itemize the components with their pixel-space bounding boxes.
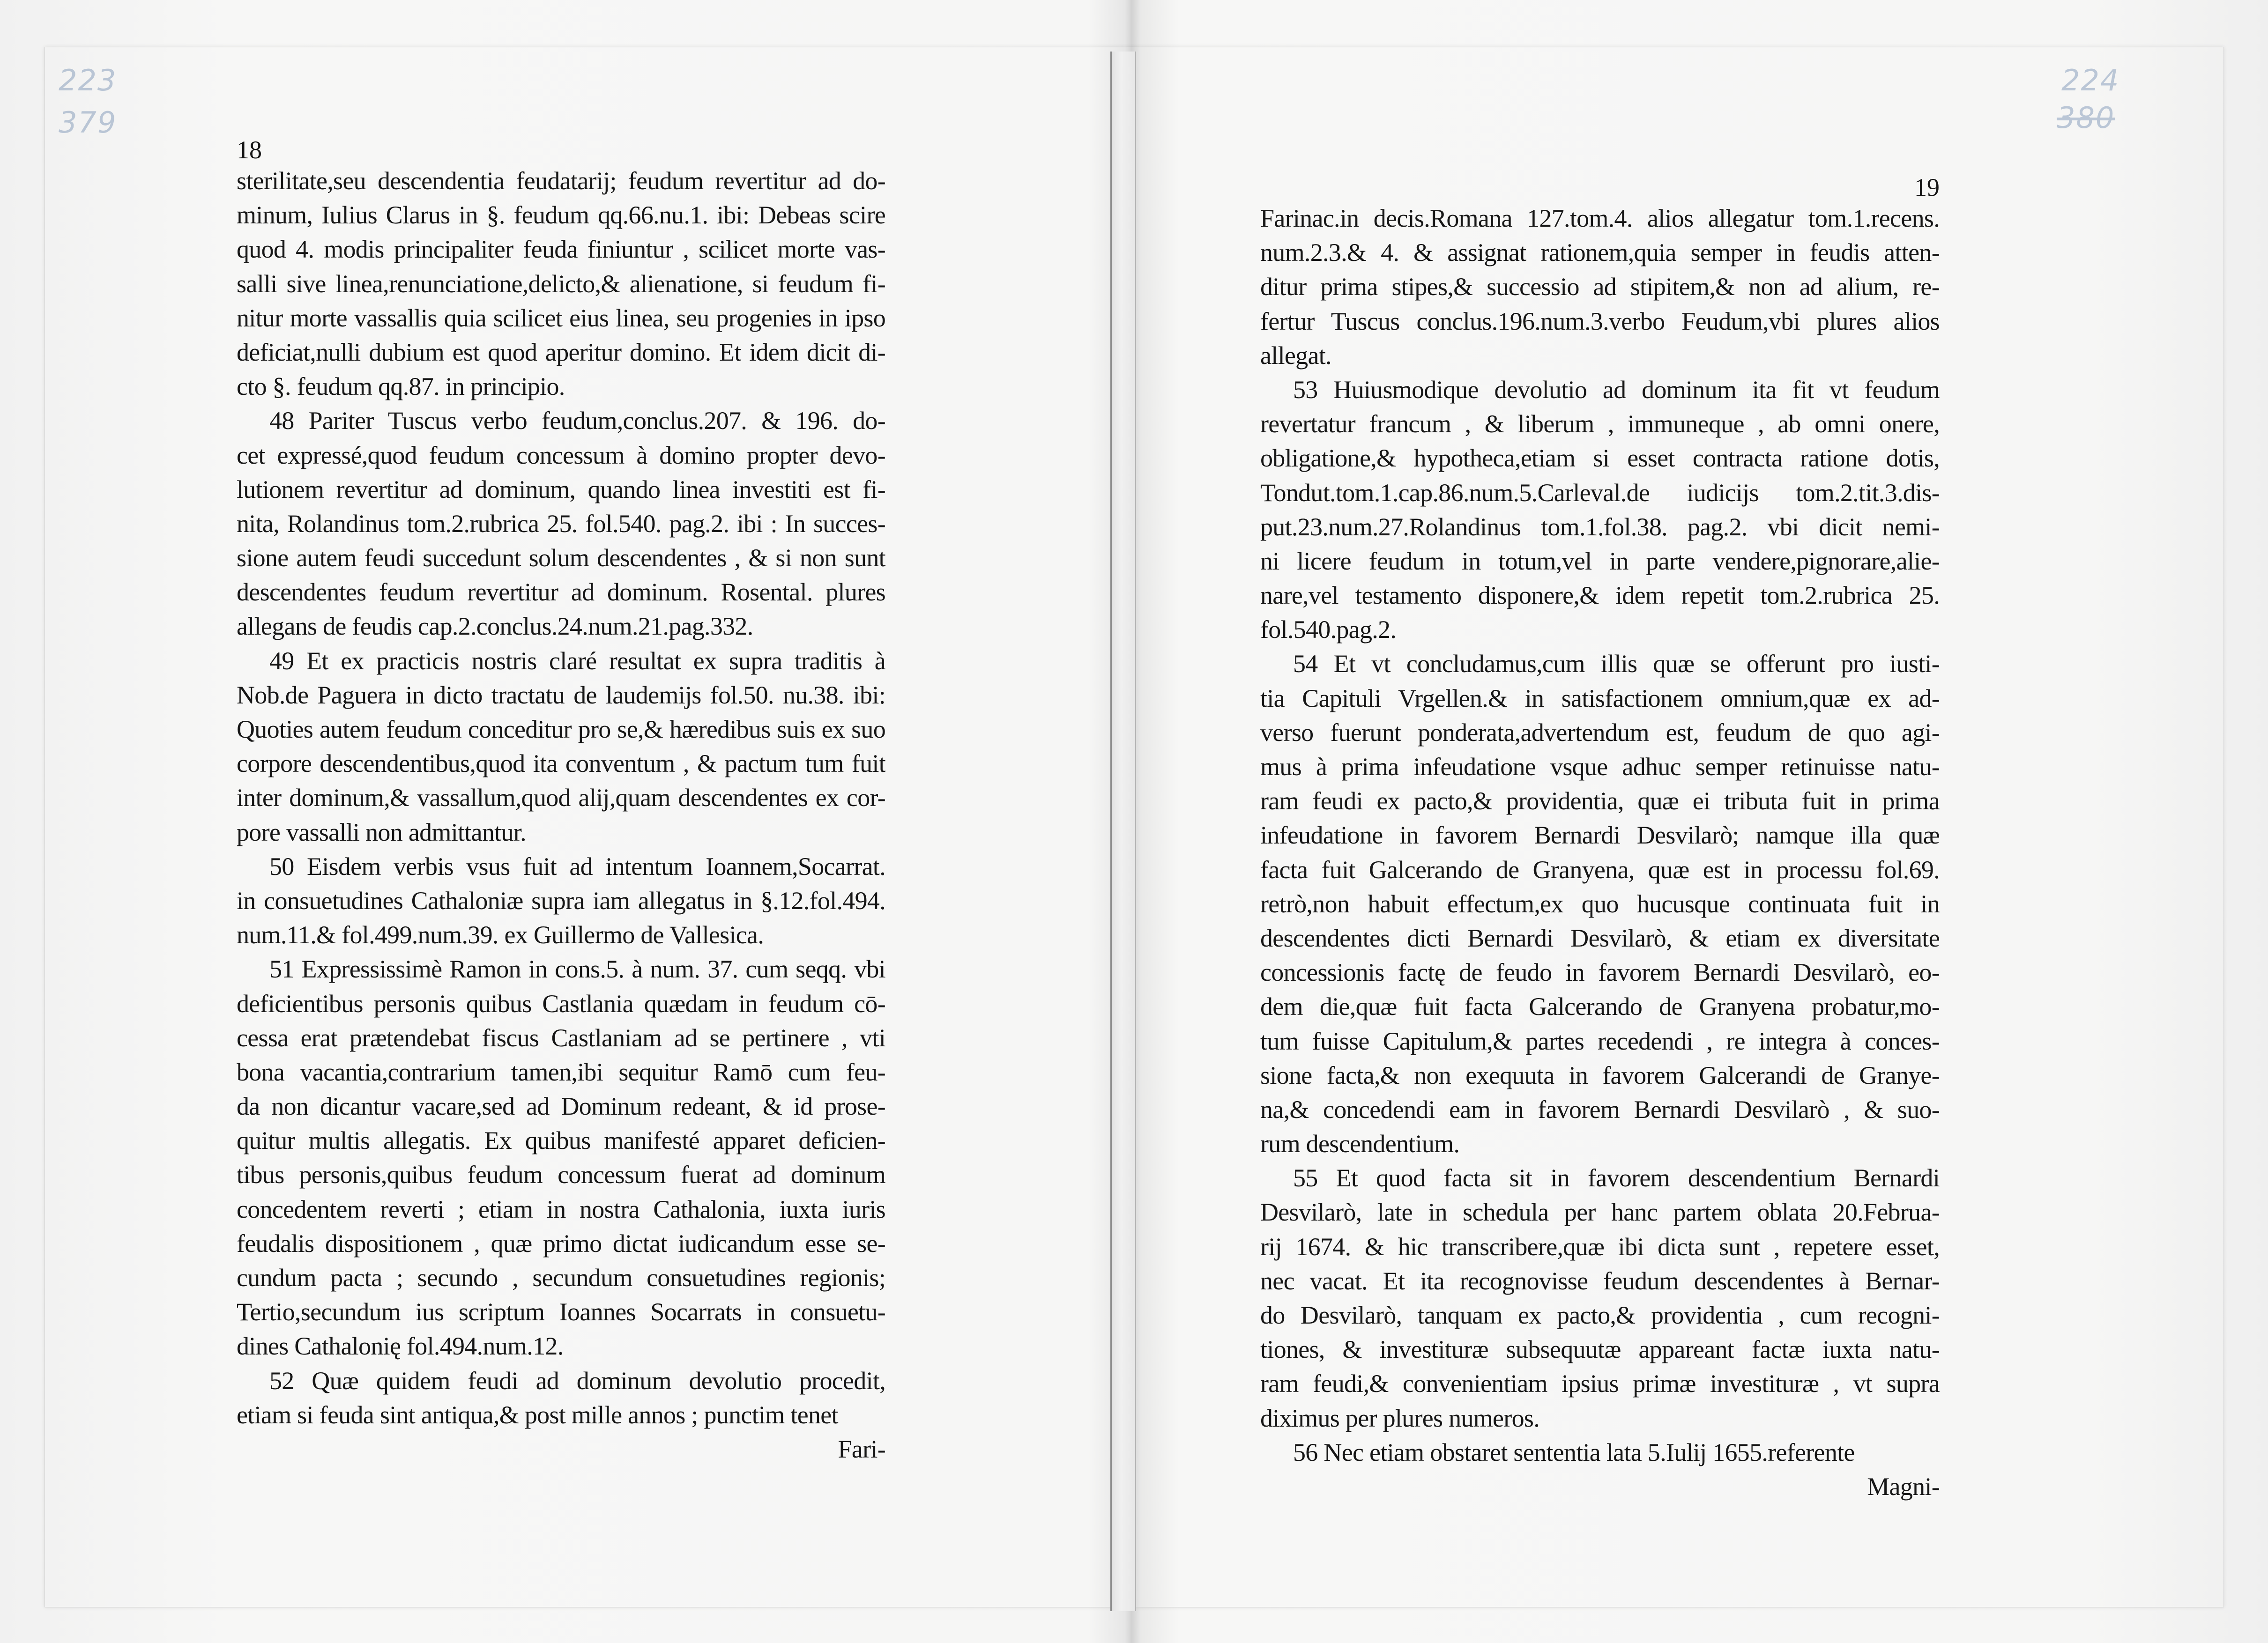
- text-line: dines Cathalonię fol.494.num.12.: [237, 1332, 564, 1361]
- text-line: 54 Et vt concludamus,cum illis quæ se offerunt pro iusti-: [1293, 650, 1940, 678]
- left-page-text: [237, 164, 885, 1432]
- text-line: nec vacat. Et ita recognovisse feudum descendentes à Bernar-: [1260, 1266, 1940, 1295]
- archive-mark-left-top: 223: [59, 63, 117, 97]
- text-line: Tondut.tom.1.cap.86.num.5.Carleval.de iudicijs tom.2.tit.3.dis-: [1260, 478, 1940, 507]
- text-line: do Desvilarò, tanquam ex pacto,& providentia , cum recogni-: [1260, 1301, 1940, 1329]
- text-line: da non dicantur vacare,sed ad Dominum redeant, & id prose-: [237, 1092, 885, 1121]
- text-line: put.23.num.27.Rolandinus tom.1.fol.38. pag.2. vbi dicit nemi-: [1260, 512, 1940, 541]
- text-line: rum descendentium.: [1260, 1130, 1460, 1158]
- text-line: infeudatione in favorem Bernardi Desvilarò; namque illa quæ: [1260, 821, 1940, 850]
- text-line: tum fuisse Capitulum,& partes recedendi , re integra à conces-: [1260, 1027, 1940, 1055]
- text-line: deficiat,nulli dubium est quod aperitur domino. Et idem dicit di-: [237, 338, 885, 366]
- text-line: ram feudi ex pacto,& providentia, quæ ei tributa fuit in prima: [1260, 787, 1940, 815]
- text-line: pore vassalli non admittantur.: [237, 818, 526, 846]
- page-number-left: 18: [237, 136, 262, 164]
- text-line: Quoties autem feudum conceditur pro se,& hæredibus suis ex suo: [237, 715, 885, 743]
- text-line: corpore descendentibus,quod ita conventum , & pactum tum fuit: [237, 749, 885, 778]
- right-page-text: [1260, 201, 1940, 1470]
- text-line: salli sive linea,renunciatione,delicto,& alienatione, si feudum fi-: [237, 269, 885, 298]
- left-page: [237, 136, 885, 1466]
- text-line: quod 4. modis principaliter feuda finiuntur , scilicet morte vas-: [237, 235, 885, 264]
- text-line: 53 Huiusmodique devolutio ad dominum ita fit vt feudum: [1293, 375, 1940, 404]
- text-line: 51 Expressissimè Ramon in cons.5. à num. 37. cum seqq. vbi: [269, 955, 885, 984]
- text-line: Nob.de Paguera in dicto tractatu de laudemijs fol.50. nu.38. ibi:: [237, 681, 885, 709]
- text-line: diximus per plures numeros.: [1260, 1404, 1540, 1432]
- text-line: quitur multis allegatis. Ex quibus manifesté apparet deficien-: [237, 1126, 885, 1155]
- text-line: tibus personis,quibus feudum concessum fuerat ad dominum: [237, 1161, 885, 1189]
- text-line: cessa erat prætendebat fiscus Castlaniam ad se pertinere , vti: [237, 1023, 885, 1052]
- text-line: rij 1674. & hic transcribere,quæ ibi dicta sunt , repetere esset,: [1260, 1232, 1940, 1261]
- catchword-right: Magni-: [1867, 1472, 1940, 1501]
- text-line: cto §. feudum qq.87. in principio.: [237, 372, 565, 401]
- text-line: sione autem feudi succedunt solum descendentes , & si non sunt: [237, 544, 885, 572]
- text-line: etiam si feuda sint antiqua,& post mille annos ; punctim tenet: [237, 1400, 838, 1429]
- catchword-left: Fari-: [838, 1435, 885, 1463]
- text-line: cet expressé,quod feudum concessum à domino propter devo-: [237, 441, 885, 469]
- text-line: 48 Pariter Tuscus verbo feudum,conclus.207. & 196. do-: [269, 407, 885, 435]
- text-line: concedentem reverti ; etiam in nostra Cathalonia, iuxta iuris: [237, 1195, 885, 1223]
- text-line: nitur morte vassallis quia scilicet eius linea, seu progenies in ipso: [237, 303, 885, 332]
- text-line: verso fuerunt ponderata,advertendum est, feudum de quo agi-: [1260, 718, 1940, 747]
- text-line: ditur prima stipes,& successio ad stipitem,& non ad alium, re-: [1260, 273, 1940, 301]
- right-page: [1260, 173, 1940, 1504]
- text-line: revertatur francum , & liberum , immuneque , ab omni onere,: [1260, 410, 1940, 438]
- text-line: deficientibus personis quibus Castlania quædam in feudum cō-: [237, 989, 885, 1018]
- text-line: sione facta,& non exequuta in favorem Galcerandi de Granye-: [1260, 1061, 1940, 1089]
- text-line: sterilitate,seu descendentia feudatarij; feudum revertitur ad do-: [237, 167, 885, 195]
- text-line: 52 Quæ quidem feudi ad dominum devolutio procedit,: [269, 1366, 885, 1395]
- text-line: inter dominum,& vassallum,quod alij,quam descendentes ex cor-: [237, 784, 885, 812]
- text-line: tia Capituli Vrgellen.& in satisfactionem omnium,quæ ex ad-: [1260, 684, 1940, 712]
- archive-mark-right-top: 224: [2061, 63, 2120, 97]
- text-line: concessionis factę de feudo in favorem Bernardi Desvilarò, eo-: [1260, 958, 1940, 987]
- text-line: nare,vel testamento disponere,& idem repetit tom.2.rubrica 25.: [1260, 581, 1940, 610]
- page-number-right: 19: [1914, 173, 1940, 201]
- text-line: num.11.& fol.499.num.39. ex Guillermo de Vallesica.: [237, 921, 764, 949]
- text-line: retrò,non habuit effectum,ex quo hucusque continuata fuit in: [1260, 889, 1940, 918]
- text-line: cundum pacta ; secundo , secundum consuetudines regionis;: [237, 1264, 885, 1292]
- text-line: obligatione,& hypotheca,etiam si esset contracta ratione dotis,: [1260, 444, 1940, 473]
- text-line: na,& concedendi eam in favorem Bernardi Desvilarò , & suo-: [1260, 1095, 1940, 1124]
- text-line: allegat.: [1260, 341, 1331, 370]
- text-line: bona vacantia,contrarium tamen,ibi sequitur Ramō cum feu-: [237, 1058, 885, 1086]
- text-line: num.2.3.& 4. & assignat rationem,quia semper in feudis atten-: [1260, 238, 1940, 267]
- text-line: ni licere feudum in totum,vel in parte vendere,pignorare,alie-: [1260, 547, 1940, 575]
- text-line: dem die,quæ fuit facta Galcerando de Granyena probatur,mo-: [1260, 992, 1940, 1021]
- text-line: 55 Et quod facta sit in favorem descendentium Bernardi: [1293, 1164, 1940, 1192]
- text-line: tiones, & investituræ subsequutæ appareant factæ iuxta natu-: [1260, 1335, 1940, 1364]
- archive-mark-right-bottom: 380: [2057, 101, 2115, 135]
- book-gutter: [1110, 52, 1136, 1611]
- archive-mark-left-bottom: 379: [59, 105, 117, 140]
- text-line: mus à prima infeudatione vsque adhuc semper retinuisse natu-: [1260, 753, 1940, 781]
- text-line: descendentes dicti Bernardi Desvilarò, & etiam ex diversitate: [1260, 924, 1940, 952]
- text-line: Desvilarò, late in schedula per hanc partem oblata 20.Februa-: [1260, 1198, 1940, 1227]
- text-line: fol.540.pag.2.: [1260, 615, 1397, 644]
- text-line: facta fuit Galcerando de Granyena, quæ est in processu fol.69.: [1260, 855, 1940, 884]
- text-line: lutionem revertitur ad dominum, quando linea investiti est fi-: [237, 475, 885, 503]
- text-line: 50 Eisdem verbis vsus fuit ad intentum Ioannem,Socarrat.: [269, 852, 885, 881]
- text-line: minum, Iulius Clarus in §. feudum qq.66.nu.1. ibi: Debeas scire: [237, 201, 885, 229]
- text-line: ram feudi,& convenientiam ipsius primæ investituræ , vt supra: [1260, 1369, 1940, 1398]
- text-line: Farinac.in decis.Romana 127.tom.4. alios allegatur tom.1.recens.: [1260, 204, 1940, 232]
- text-line: descendentes feudum revertitur ad dominum. Rosental. plures: [237, 578, 885, 607]
- text-line: feudalis dispositionem , quæ primo dictat iudicandum esse se-: [237, 1229, 885, 1258]
- text-line: allegans de feudis cap.2.conclus.24.num.21.pag.332.: [237, 612, 753, 641]
- text-line: nita, Rolandinus tom.2.rubrica 25. fol.540. pag.2. ibi : In succes-: [237, 509, 885, 538]
- text-line: 49 Et ex practicis nostris claré resultat ex supra traditis à: [269, 646, 885, 675]
- text-line: Tertio,secundum ius scriptum Ioannes Socarrats in consuetu-: [237, 1298, 885, 1326]
- text-line: fertur Tuscus conclus.196.num.3.verbo Feudum,vbi plures alios: [1260, 307, 1940, 335]
- text-line: in consuetudines Cathaloniæ supra iam allegatus in §.12.fol.494.: [237, 886, 885, 915]
- text-line: 56 Nec etiam obstaret sententia lata 5.Iulij 1655.referente: [1293, 1438, 1855, 1466]
